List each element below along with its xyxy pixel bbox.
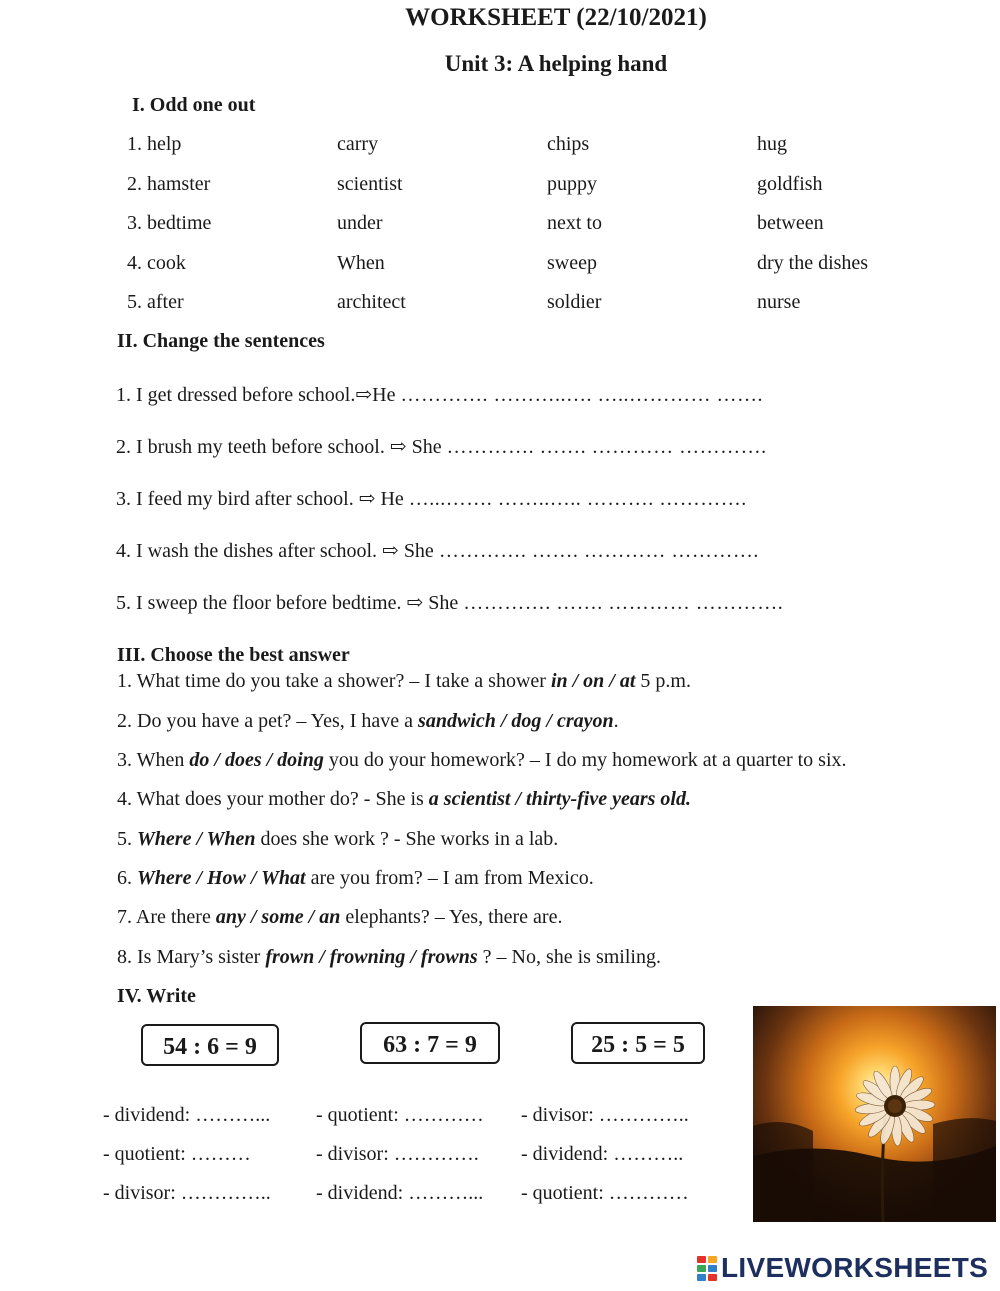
mcq-question: [117, 749, 847, 772]
sentence-text: 3. I feed my bird after school.: [116, 488, 354, 510]
pronoun: She: [411, 436, 442, 458]
question-text: 3. When: [117, 749, 190, 771]
odd-word[interactable]: between: [757, 212, 824, 234]
change-sentence-row: [116, 434, 767, 459]
mcq-question: [117, 906, 562, 929]
question-text: 7. Are there: [117, 906, 216, 928]
liveworksheets-logo: [697, 1251, 988, 1285]
equation-text: 54 : 6 = 9: [163, 1034, 257, 1060]
answer-options[interactable]: a scientist / thirty-five years old.: [428, 788, 691, 810]
odd-word[interactable]: goldfish: [757, 173, 823, 195]
flower-icon: [753, 1006, 996, 1222]
mcq-question: [117, 710, 619, 733]
equation-box: [571, 1022, 705, 1064]
odd-row: [127, 252, 967, 280]
mcq-question: [117, 670, 691, 693]
odd-word[interactable]: 2. hamster: [127, 173, 211, 195]
answer-line[interactable]: - dividend: ………...: [103, 1104, 271, 1126]
answer-line[interactable]: - divisor: ………….: [316, 1143, 479, 1165]
odd-word[interactable]: dry the dishes: [757, 252, 869, 274]
question-text: 6.: [117, 867, 137, 889]
change-sentence-row: [116, 486, 747, 511]
answer-line[interactable]: - quotient: …………: [316, 1104, 484, 1126]
answer-line[interactable]: - quotient: …………: [521, 1182, 689, 1204]
answer-blank[interactable]: …………. ……. ………… ………….: [463, 592, 784, 614]
answer-line[interactable]: - quotient: ………: [103, 1143, 251, 1165]
sunflower-sunset-photo: [753, 1006, 996, 1222]
brand-text: LIVEWORKSHEETS: [721, 1252, 989, 1283]
section-3-heading: III. Choose the best answer: [117, 644, 350, 666]
odd-word[interactable]: hug: [757, 133, 787, 155]
answer-options[interactable]: any / some / an: [215, 906, 341, 928]
answer-blank[interactable]: …………. ……. ………… ………….: [438, 540, 759, 562]
sentence-text: 4. I wash the dishes after school.: [116, 540, 378, 562]
worksheet-title: WORKSHEET (22/10/2021): [405, 4, 707, 31]
pronoun: He: [372, 384, 396, 406]
arrow-icon: ⇨: [358, 488, 376, 510]
odd-word[interactable]: 3. bedtime: [127, 212, 212, 234]
odd-word[interactable]: under: [337, 212, 383, 234]
question-text: 4. What does your mother do? - She is: [117, 788, 429, 810]
mcq-question: [117, 788, 691, 811]
answer-options[interactable]: Where / How / What: [137, 867, 306, 889]
question-text: you do your homework? – I do my homework at a quarter to six.: [323, 749, 847, 771]
sentence-text: 1. I get dressed before school.: [116, 384, 356, 406]
question-text: 2. Do you have a pet? – Yes, I have a: [117, 710, 419, 732]
logo-mark-icon: [697, 1256, 719, 1282]
mcq-question: [117, 867, 594, 890]
equation-text: 63 : 7 = 9: [383, 1032, 477, 1058]
arrow-icon: ⇨: [406, 592, 424, 614]
odd-word[interactable]: When: [337, 252, 385, 274]
change-sentence-row: [116, 382, 763, 407]
question-text: elephants? – Yes, there are.: [340, 906, 563, 928]
section-2-heading: II. Change the sentences: [117, 330, 325, 352]
odd-row: [127, 133, 967, 161]
question-text: ? – No, she is smiling.: [477, 946, 661, 968]
odd-word[interactable]: chips: [547, 133, 590, 155]
odd-word[interactable]: sweep: [547, 252, 597, 274]
odd-word[interactable]: puppy: [547, 173, 597, 195]
arrow-icon: ⇨: [382, 540, 399, 562]
question-text: does she work ? - She works in a lab.: [255, 828, 559, 850]
arrow-icon: ⇨: [355, 384, 373, 406]
answer-options[interactable]: do / does / doing: [189, 749, 324, 771]
odd-word[interactable]: architect: [337, 291, 406, 313]
odd-row: [127, 291, 967, 319]
answer-line[interactable]: - divisor: …………..: [521, 1104, 689, 1126]
answer-line[interactable]: - dividend: ………...: [316, 1182, 484, 1204]
question-text: 5.: [117, 828, 137, 850]
equation-box: [360, 1022, 500, 1064]
odd-word[interactable]: 5. after: [127, 291, 184, 313]
sentence-text: 5. I sweep the floor before bedtime.: [116, 592, 402, 614]
pronoun: He: [380, 488, 404, 510]
odd-word[interactable]: 1. help: [127, 133, 182, 155]
odd-word[interactable]: scientist: [337, 173, 403, 195]
answer-line[interactable]: - dividend: ………..: [521, 1143, 684, 1165]
answer-options[interactable]: in / on / at: [550, 670, 636, 692]
answer-blank[interactable]: …………. ……. ………… ………….: [446, 436, 767, 458]
mcq-question: [117, 828, 558, 851]
answer-blank[interactable]: …...……. ……..….. ………. ………….: [408, 488, 747, 510]
unit-subtitle: Unit 3: A helping hand: [444, 51, 668, 76]
question-text: 8. Is Mary’s sister: [117, 946, 266, 968]
question-text: 1. What time do you take a shower? – I take a shower: [117, 670, 551, 692]
answer-options[interactable]: frown / frowning / frowns: [265, 946, 478, 968]
answer-options[interactable]: sandwich / dog / crayon: [418, 710, 614, 732]
equation-text: 25 : 5 = 5: [591, 1032, 685, 1058]
equation-box: [141, 1024, 279, 1066]
section-4-heading: IV. Write: [117, 985, 196, 1007]
pronoun: She: [403, 540, 434, 562]
odd-word[interactable]: soldier: [547, 291, 602, 313]
answer-blank[interactable]: …………. ………..…. …..………… …….: [400, 384, 763, 406]
pronoun: She: [428, 592, 459, 614]
change-sentence-row: [116, 590, 783, 615]
odd-row: [127, 212, 967, 240]
question-text: .: [613, 710, 619, 732]
mcq-question: [117, 946, 661, 969]
question-text: are you from? – I am from Mexico.: [305, 867, 594, 889]
odd-word[interactable]: carry: [337, 133, 379, 155]
answer-line[interactable]: - divisor: …………..: [103, 1182, 271, 1204]
odd-word[interactable]: 4. cook: [127, 252, 186, 274]
answer-options[interactable]: Where / When: [137, 828, 256, 850]
sentence-text: 2. I brush my teeth before school.: [116, 436, 385, 458]
odd-word[interactable]: next to: [547, 212, 602, 234]
change-sentence-row: [116, 538, 759, 563]
question-text: 5 p.m.: [635, 670, 691, 692]
section-1-heading: I. Odd one out: [132, 94, 256, 116]
odd-word[interactable]: nurse: [757, 291, 801, 313]
arrow-icon: ⇨: [389, 436, 407, 458]
odd-row: [127, 173, 967, 201]
